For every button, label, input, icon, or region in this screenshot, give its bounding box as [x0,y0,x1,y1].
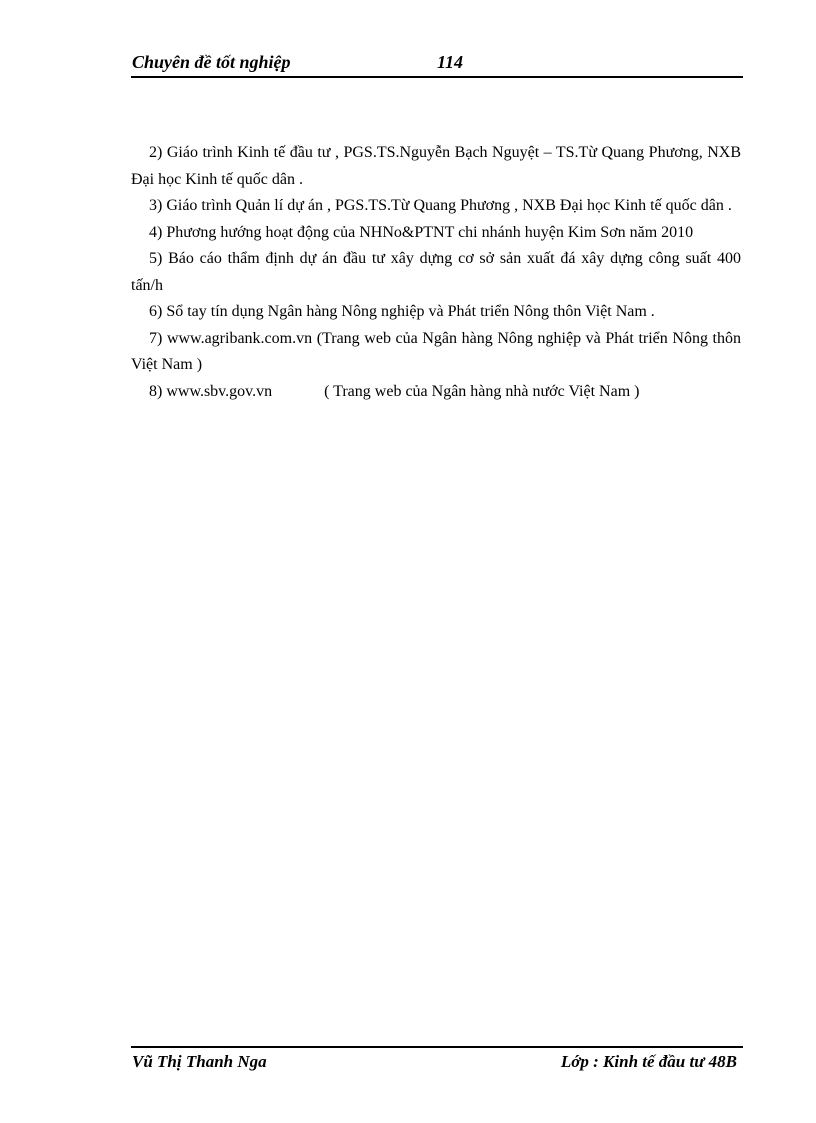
class-label: Lớp : Kinh tế đầu tư 48B [560,1052,737,1071]
reference-item-2: 2) Giáo trình Kinh tế đầu tư , PGS.TS.Nguyễn Bạch Nguyệt – TS.Từ Quang Phương, NXB Đại học Kinh tế quốc dân . [131,144,741,188]
page-header [131,52,743,78]
page-footer [131,1046,743,1074]
reference-item-6: 6) Sổ tay tín dụng Ngân hàng Nông nghiệp và Phát triển Nông thôn Việt Nam . [149,303,655,320]
reference-item-8: 8) www.sbv.gov.vn ( Trang web của Ngân hàng nhà nước Việt Nam ) [149,382,640,400]
reference-item-4: 4) Phương hướng hoạt động của NHNo&PTNT chi nhánh huyện Kim Sơn năm 2010 [149,223,694,241]
reference-list [131,140,741,405]
reference-item-7: 7) www.agribank.com.vn (Trang web của Ngân hàng Nông nghiệp và Phát triển Nông thôn Việt Nam ) [131,329,741,373]
reference-item-5: 5) Báo cáo thẩm định dự án đầu tư xây dựng cơ sở sản xuất đá xây dựng công suất 400 tấn/h [131,250,741,294]
reference-item-3: 3) Giáo trình Quản lí dự án , PGS.TS.Từ Quang Phương , NXB Đại học Kinh tế quốc dân . [149,197,732,214]
document-title: Chuyên đề tốt nghiệp [132,52,291,72]
page-number: 114 [437,52,464,72]
author-name: Vũ Thị Thanh Nga [132,1052,267,1071]
